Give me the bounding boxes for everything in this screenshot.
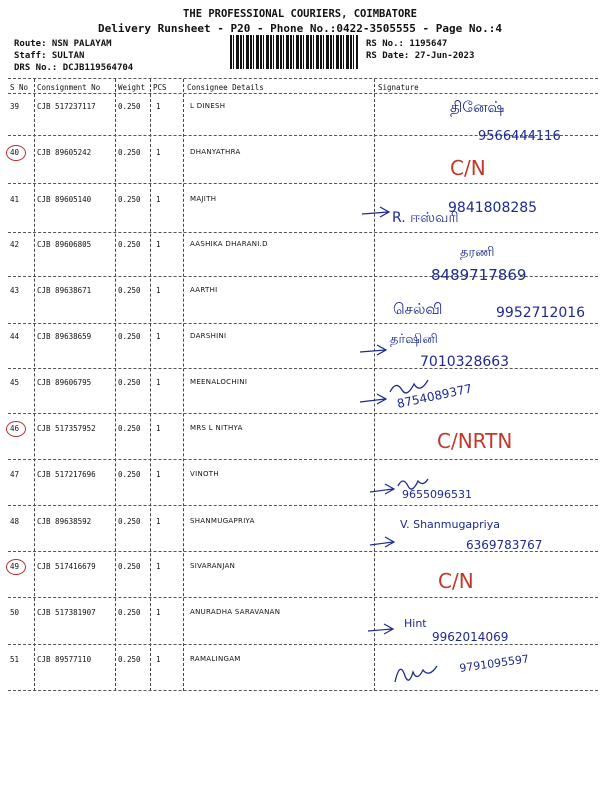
- consignee-name: AARTHI: [190, 286, 218, 294]
- pcs-value: 1: [156, 332, 161, 341]
- consignee-name: RAMALINGAM: [190, 655, 241, 663]
- serial-number: 48: [10, 517, 20, 526]
- signature-text: 9962014069: [432, 630, 509, 644]
- consignee-name: ANURADHA SARAVANAN: [190, 608, 281, 616]
- arrow-icon: [360, 394, 386, 404]
- signature-text: 9655096531: [402, 488, 472, 501]
- signature-scribble: [395, 666, 437, 682]
- pcs-value: 1: [156, 655, 161, 664]
- signature-text: செல்வி: [393, 300, 443, 318]
- consignee-name: VINOTH: [190, 470, 219, 478]
- signature-text: 9952712016: [496, 305, 586, 321]
- rs-date: RS Date: 27-Jun-2023: [366, 51, 475, 61]
- signature-text: 6369783767: [466, 538, 543, 552]
- pcs-value: 1: [156, 195, 161, 204]
- consignee-name: DHANYATHRA: [190, 148, 241, 156]
- weight-value: 0.250: [118, 378, 141, 387]
- consignee-name: MAJITH: [190, 195, 217, 203]
- consignee-name: SHANMUGAPRIYA: [190, 517, 255, 525]
- consignment-number: CJB 89606795: [37, 378, 92, 387]
- serial-number: 47: [10, 470, 20, 479]
- weight-value: 0.250: [118, 286, 141, 295]
- consignment-number: CJB 89577110: [37, 655, 92, 664]
- arrow-icon: [370, 484, 394, 494]
- signature-text: 8754089377: [395, 381, 474, 411]
- arrow-icon: [368, 624, 393, 634]
- route-label: Route: NSN PALAYAM: [14, 39, 112, 49]
- signature-text: 9566444116: [478, 129, 561, 144]
- pcs-value: 1: [156, 378, 161, 387]
- drs-label: DRS No.: DCJB119564704: [14, 63, 134, 73]
- serial-number: 40: [10, 148, 20, 157]
- weight-value: 0.250: [118, 332, 141, 341]
- consignment-number: CJB 89638659: [37, 332, 92, 341]
- signature-text: 9841808285: [448, 200, 538, 216]
- pcs-value: 1: [156, 102, 161, 111]
- consignment-number: CJB 89605140: [37, 195, 92, 204]
- weight-value: 0.250: [118, 148, 141, 157]
- consignee-name: AASHIKA DHARANI.D: [190, 240, 268, 248]
- weight-value: 0.250: [118, 240, 141, 249]
- weight-value: 0.250: [118, 195, 141, 204]
- consignee-name: MEENALOCHINI: [190, 378, 248, 386]
- consignment-number: CJB 517357952: [37, 424, 96, 433]
- consignee-name: L DINESH: [190, 102, 226, 110]
- document-title: THE PROFESSIONAL COURIERS, COIMBATORE: [183, 8, 417, 20]
- consignment-number: CJB 89605242: [37, 148, 92, 157]
- consignment-number: CJB 89606805: [37, 240, 92, 249]
- serial-number: 43: [10, 286, 20, 295]
- consignee-name: DARSHINI: [190, 332, 227, 340]
- staff-label: Staff: SULTAN: [14, 51, 85, 61]
- pcs-value: 1: [156, 608, 161, 617]
- signature-text: தினேஷ்: [450, 98, 505, 116]
- signature-text: C/NRTN: [437, 429, 513, 453]
- arrow-icon: [362, 207, 389, 217]
- col-header-consignment: Consignment No: [37, 83, 101, 92]
- consignment-number: CJB 517217696: [37, 470, 96, 479]
- serial-number: 44: [10, 332, 20, 341]
- serial-number: 51: [10, 655, 20, 664]
- col-header-consignee: Consignee Details: [187, 83, 264, 92]
- signature-text: தர்ஷினி: [390, 332, 438, 347]
- col-header-signature: Signature: [378, 83, 419, 92]
- col-header-pcs: PCS: [153, 83, 167, 92]
- consignee-name: SIVARANJAN: [190, 562, 236, 570]
- col-header-weight: Weight: [118, 83, 146, 92]
- weight-value: 0.250: [118, 655, 141, 664]
- col-header-sno: S No: [10, 83, 29, 92]
- signature-text: C/N: [438, 569, 474, 593]
- weight-value: 0.250: [118, 608, 141, 617]
- consignment-number: CJB 517416679: [37, 562, 96, 571]
- serial-number: 41: [10, 195, 20, 204]
- signature-text: 9791095597: [458, 652, 530, 675]
- consignment-number: CJB 517237117: [37, 102, 96, 111]
- serial-number: 49: [10, 562, 20, 571]
- consignee-name: MRS L NITHYA: [190, 424, 243, 432]
- signature-text: V. Shanmugapriya: [400, 518, 500, 531]
- pcs-value: 1: [156, 424, 161, 433]
- serial-number: 45: [10, 378, 20, 387]
- weight-value: 0.250: [118, 102, 141, 111]
- serial-number: 42: [10, 240, 20, 249]
- weight-value: 0.250: [118, 562, 141, 571]
- consignment-number: CJB 517381907: [37, 608, 96, 617]
- signature-text: தரணி: [460, 245, 495, 260]
- pcs-value: 1: [156, 148, 161, 157]
- serial-number: 39: [10, 102, 20, 111]
- signature-text: 7010328663: [420, 354, 510, 370]
- weight-value: 0.250: [118, 517, 141, 526]
- pcs-value: 1: [156, 470, 161, 479]
- weight-value: 0.250: [118, 470, 141, 479]
- rs-number: RS No.: 1195647: [366, 39, 448, 49]
- consignment-number: CJB 89638671: [37, 286, 92, 295]
- weight-value: 0.250: [118, 424, 141, 433]
- pcs-value: 1: [156, 562, 161, 571]
- document-subtitle: Delivery Runsheet - P20 - Phone No.:0422-3505555 - Page No.:4: [98, 22, 502, 35]
- consignment-number: CJB 89638592: [37, 517, 92, 526]
- signature-text: 8489717869: [431, 266, 527, 284]
- pcs-value: 1: [156, 517, 161, 526]
- signature-text: R. ஈஸ்வரி: [392, 210, 459, 226]
- arrow-icon: [370, 537, 394, 547]
- signature-text: C/N: [450, 156, 486, 180]
- serial-number: 46: [10, 424, 20, 433]
- pcs-value: 1: [156, 240, 161, 249]
- serial-number: 50: [10, 608, 20, 617]
- pcs-value: 1: [156, 286, 161, 295]
- signature-text: Hint: [404, 617, 427, 630]
- arrow-icon: [360, 345, 386, 355]
